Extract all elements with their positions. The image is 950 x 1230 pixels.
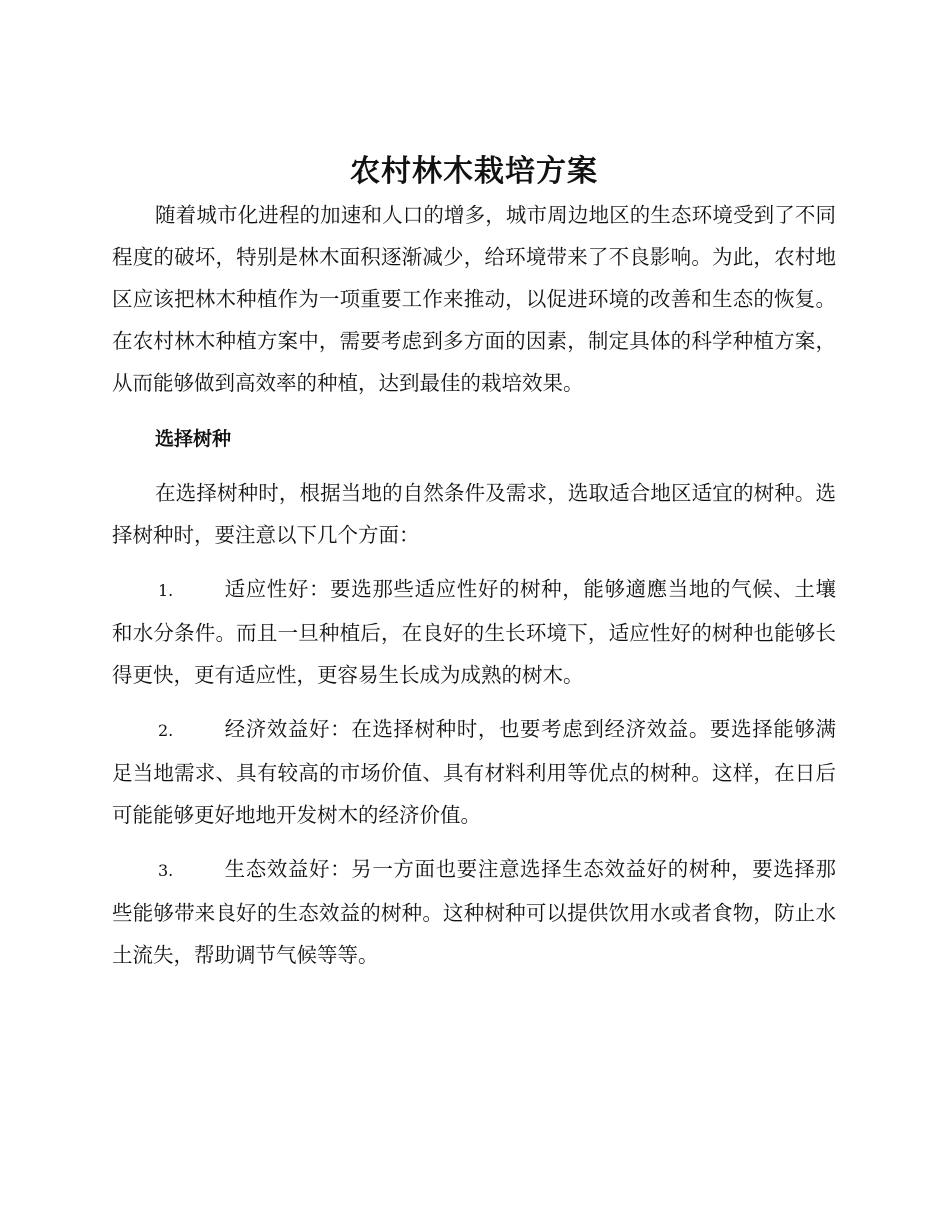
document-title: 农村林木栽培方案 bbox=[350, 154, 598, 189]
list-item-text: 经济效益好：在选择树种时，也要考虑到经济效益。要选择能够满足当地需求、具有较高的市场价值、具有材料利用等优点的树种。这样，在日后可能能够更好地地开发树木的经济价值。 bbox=[112, 717, 836, 827]
list-item bbox=[112, 568, 836, 696]
list-item-number: 2. bbox=[158, 721, 174, 740]
section-intro-paragraph: 在选择树种时，根据当地的自然条件及需求，选取适合地区适宜的树种。选择树种时，要注意以下几个方面： bbox=[112, 481, 836, 547]
list-item-text: 生态效益好：另一方面也要注意选择生态效益好的树种，要选择那些能够带来良好的生态效益的树种。这种树种可以提供饮用水或者食物，防止水土流失，帮助调节气候等等。 bbox=[112, 857, 836, 967]
section-heading: 选择树种 bbox=[155, 428, 232, 450]
list-item bbox=[112, 848, 836, 976]
list-item-number: 1. bbox=[158, 581, 174, 600]
list-item-number: 3. bbox=[158, 861, 174, 880]
document-page bbox=[112, 150, 836, 976]
intro-paragraph: 随着城市化进程的加速和人口的增多，城市周边地区的生态环境受到了不同程度的破坏，特别是林木面积逐渐减少，给环境带来了不良影响。为此，农村地区应该把林木种植作为一项重要工作来推动，以促进环境的改善和生态的恢复。在农村林木种植方案中，需要考虑到多方面的因素，制定具体的科学种植方案，从而能够做到高效率的种植，达到最佳的栽培效果。 bbox=[112, 203, 836, 395]
list-item bbox=[112, 708, 836, 836]
list-item-text: 适应性好：要选那些适应性好的树种，能够適應当地的气候、土壤和水分条件。而且一旦种植后，在良好的生长环境下，适应性好的树种也能够长得更快，更有适应性，更容易生长成为成熟的树木。 bbox=[112, 577, 836, 687]
